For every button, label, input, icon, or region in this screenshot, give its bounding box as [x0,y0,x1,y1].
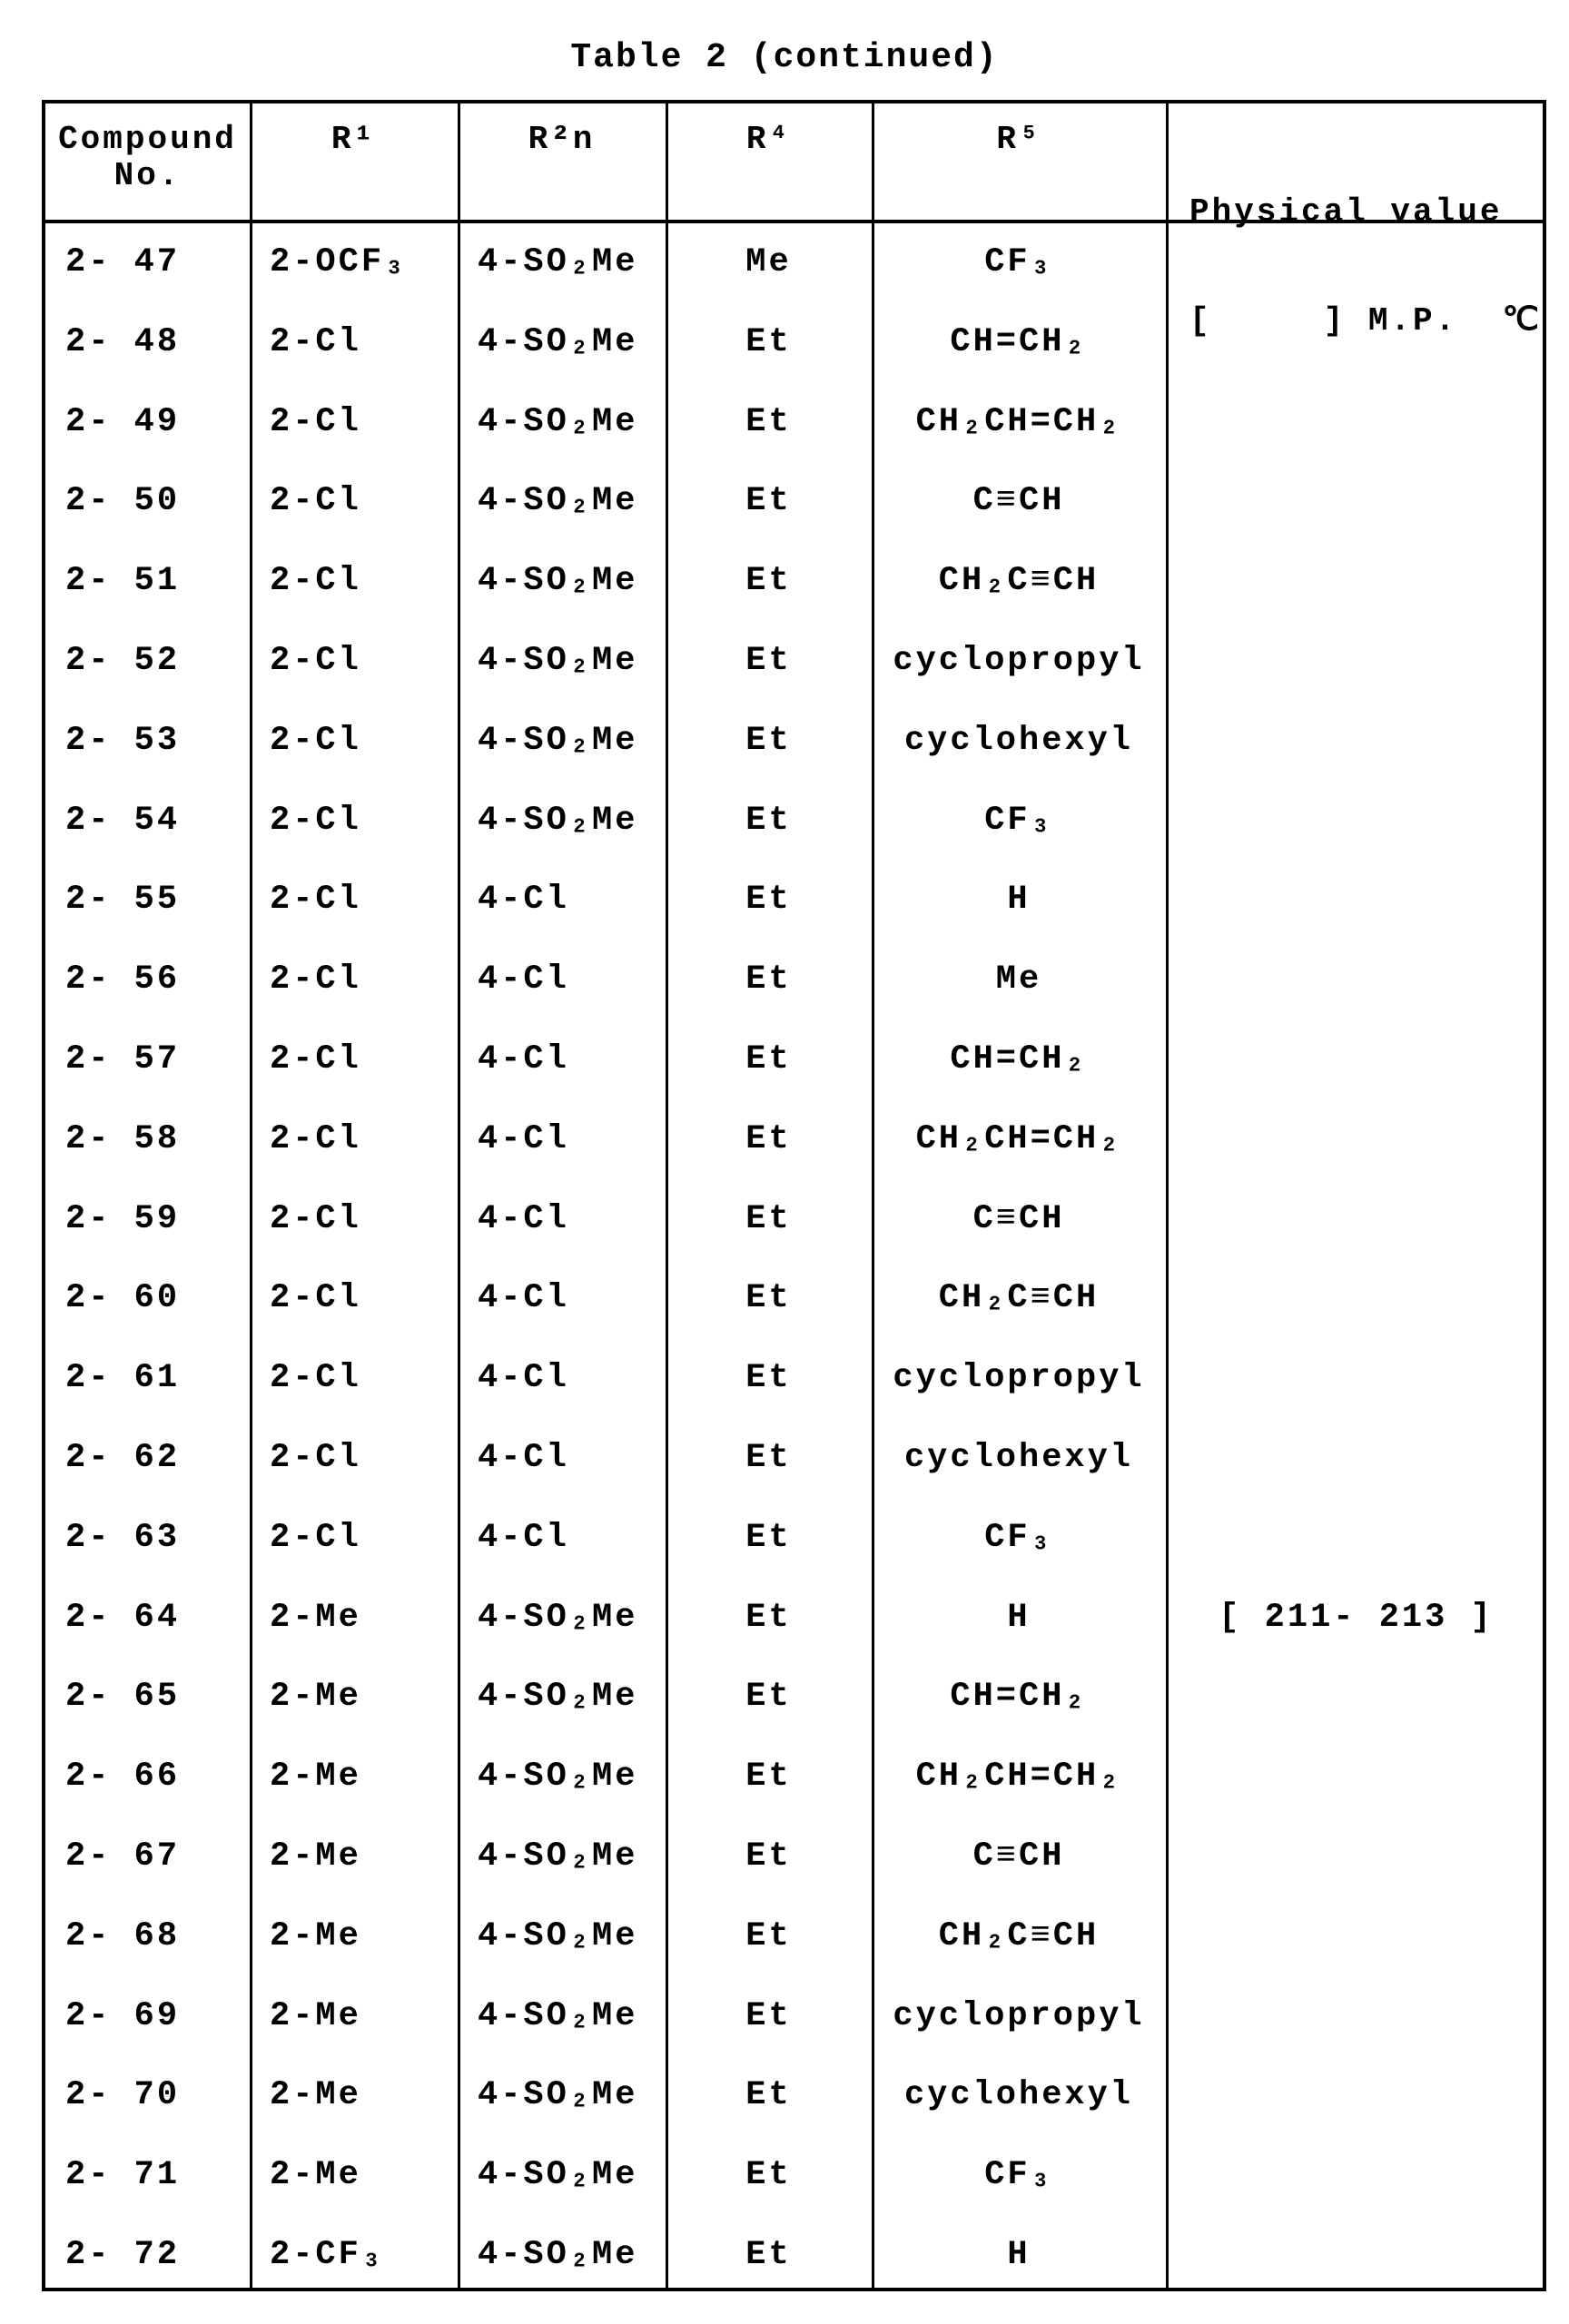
cell-physical-value [1166,2136,1546,2216]
cell-compound-no: 2- 60 [45,1259,250,1339]
cell-r4: Et [666,1259,872,1339]
cell-compound-no: 2- 66 [45,1738,250,1817]
cell-physical-value [1166,1339,1546,1419]
cell-physical-value [1166,1658,1546,1738]
cell-r2n: 4-Cl [458,1259,666,1339]
cell-compound-no: 2- 50 [45,462,250,542]
cell-compound-no: 2- 63 [45,1499,250,1579]
cell-r4: Et [666,1100,872,1180]
cell-physical-value [1166,1977,1546,2057]
cell-r4: Et [666,2216,872,2296]
cell-r2n: 4-SO₂Me [458,2056,666,2136]
cell-r1: 2-Cl [250,782,458,862]
cell-r1: 2-Cl [250,940,458,1020]
header-physical-line2: [ ] M.P. ℃ [1189,303,1546,340]
cell-physical-value [1166,303,1546,383]
cell-r2n: 4-SO₂Me [458,462,666,542]
cell-r4: Et [666,622,872,702]
cell-r4: Et [666,542,872,622]
cell-r4: Et [666,1419,872,1499]
cell-physical-value [1166,940,1546,1020]
cell-compound-no: 2- 55 [45,861,250,940]
table-row [45,1738,1543,1817]
cell-r5: H [872,1579,1166,1659]
cell-r5: CH₂CH=CH₂ [872,1738,1166,1817]
table-row [45,2216,1543,2296]
cell-r5: CH=CH₂ [872,1020,1166,1100]
cell-r4: Et [666,383,872,463]
cell-r4: Et [666,1020,872,1100]
cell-compound-no: 2- 53 [45,702,250,782]
cell-r5: cyclopropyl [872,622,1166,702]
table-row [45,1658,1543,1738]
cell-compound-no: 2- 65 [45,1658,250,1738]
cell-physical-value [1166,1817,1546,1897]
cell-compound-no: 2- 57 [45,1020,250,1100]
cell-r4: Et [666,303,872,383]
table-row [45,861,1543,940]
cell-compound-no: 2- 51 [45,542,250,622]
cell-r4: Et [666,940,872,1020]
cell-physical-value [1166,462,1546,542]
table-row [45,383,1543,463]
cell-physical-value [1166,1259,1546,1339]
header-compound-no [45,103,250,220]
table-row [45,782,1543,862]
cell-r5: cyclopropyl [872,1339,1166,1419]
cell-compound-no: 2- 48 [45,303,250,383]
cell-r2n: 4-Cl [458,1339,666,1419]
cell-r4: Et [666,702,872,782]
cell-r1: 2-Cl [250,303,458,383]
cell-r4: Me [666,223,872,303]
cell-r2n: 4-SO₂Me [458,2216,666,2296]
cell-r1: 2-OCF₃ [250,223,458,303]
cell-physical-value [1166,1738,1546,1817]
cell-r2n: 4-SO₂Me [458,542,666,622]
table-row [45,223,1543,303]
table-row [45,1499,1543,1579]
cell-r5: CH₂C≡CH [872,1259,1166,1339]
cell-physical-value [1166,1499,1546,1579]
cell-compound-no: 2- 62 [45,1419,250,1499]
cell-r2n: 4-SO₂Me [458,303,666,383]
cell-r1: 2-Cl [250,1020,458,1100]
table-row [45,622,1543,702]
cell-r4: Et [666,1658,872,1738]
cell-r2n: 4-SO₂Me [458,702,666,782]
cell-r1: 2-Cl [250,1339,458,1419]
cell-compound-no: 2- 69 [45,1977,250,2057]
cell-r2n: 4-SO₂Me [458,383,666,463]
cell-compound-no: 2- 47 [45,223,250,303]
cell-r2n: 4-Cl [458,1499,666,1579]
cell-compound-no: 2- 56 [45,940,250,1020]
cell-physical-value [1166,383,1546,463]
cell-compound-no: 2- 64 [45,1579,250,1659]
cell-r4: Et [666,1579,872,1659]
table-row [45,1817,1543,1897]
cell-r1: 2-Cl [250,542,458,622]
cell-r2n: 4-SO₂Me [458,782,666,862]
cell-compound-no: 2- 59 [45,1180,250,1260]
cell-r5: CF₃ [872,782,1166,862]
cell-r1: 2-Me [250,1977,458,2057]
cell-r1: 2-Cl [250,462,458,542]
cell-r5: CH₂CH=CH₂ [872,383,1166,463]
cell-r1: 2-Me [250,1658,458,1738]
cell-r1: 2-Cl [250,622,458,702]
cell-r1: 2-Me [250,1897,458,1977]
header-r2n: R²n [458,103,666,220]
cell-r5: cyclohexyl [872,702,1166,782]
table-row [45,1897,1543,1977]
cell-r5: cyclopropyl [872,1977,1166,2057]
cell-r5: CF₃ [872,2136,1166,2216]
cell-r2n: 4-SO₂Me [458,1897,666,1977]
cell-r5: C≡CH [872,1817,1166,1897]
cell-r5: CH₂C≡CH [872,542,1166,622]
cell-r2n: 4-Cl [458,861,666,940]
cell-r2n: 4-SO₂Me [458,2136,666,2216]
cell-r5: cyclohexyl [872,2056,1166,2136]
cell-r1: 2-Cl [250,1180,458,1260]
header-physical-line1: Physical value [1189,194,1546,231]
cell-r2n: 4-Cl [458,1419,666,1499]
cell-r4: Et [666,1817,872,1897]
cell-r5: C≡CH [872,462,1166,542]
table-row [45,2136,1543,2216]
table-row [45,940,1543,1020]
header-r5: R⁵ [872,103,1166,220]
cell-r2n: 4-Cl [458,1180,666,1260]
cell-r2n: 4-SO₂Me [458,1977,666,2057]
cell-r4: Et [666,1738,872,1817]
cell-r4: Et [666,1180,872,1260]
cell-r5: Me [872,940,1166,1020]
table-row [45,542,1543,622]
cell-r5: CH₂C≡CH [872,1897,1166,1977]
cell-r4: Et [666,861,872,940]
cell-r2n: 4-SO₂Me [458,223,666,303]
cell-compound-no: 2- 68 [45,1897,250,1977]
cell-physical-value [1166,223,1546,303]
table-row [45,1579,1543,1659]
cell-r4: Et [666,1977,872,2057]
cell-r5: H [872,2216,1166,2296]
cell-r4: Et [666,462,872,542]
cell-r1: 2-Cl [250,1100,458,1180]
cell-r2n: 4-SO₂Me [458,1658,666,1738]
cell-r1: 2-Me [250,1579,458,1659]
cell-physical-value [1166,1100,1546,1180]
cell-r2n: 4-Cl [458,1100,666,1180]
cell-compound-no: 2- 67 [45,1817,250,1897]
cell-r5: CH=CH₂ [872,1658,1166,1738]
header-compound-no-line2: No. [45,158,250,194]
cell-r5: cyclohexyl [872,1419,1166,1499]
cell-physical-value [1166,542,1546,622]
cell-r2n: 4-Cl [458,940,666,1020]
cell-r1: 2-Me [250,1817,458,1897]
cell-compound-no: 2- 71 [45,2136,250,2216]
cell-r5: C≡CH [872,1180,1166,1260]
cell-r2n: 4-Cl [458,1020,666,1100]
cell-r2n: 4-SO₂Me [458,622,666,702]
cell-compound-no: 2- 70 [45,2056,250,2136]
table-row [45,303,1543,383]
cell-compound-no: 2- 52 [45,622,250,702]
cell-compound-no: 2- 72 [45,2216,250,2296]
cell-physical-value [1166,1020,1546,1100]
cell-r5: H [872,861,1166,940]
cell-r1: 2-Cl [250,1419,458,1499]
table-row [45,2056,1543,2136]
cell-r4: Et [666,782,872,862]
cell-r5: CF₃ [872,223,1166,303]
cell-physical-value [1166,2056,1546,2136]
cell-physical-value [1166,622,1546,702]
header-r1: R¹ [250,103,458,220]
cell-r1: 2-Cl [250,1499,458,1579]
cell-physical-value [1166,702,1546,782]
cell-r1: 2-Me [250,2056,458,2136]
cell-compound-no: 2- 61 [45,1339,250,1419]
cell-r4: Et [666,2056,872,2136]
table-row [45,1180,1543,1260]
cell-r5: CH=CH₂ [872,303,1166,383]
cell-physical-value [1166,782,1546,862]
table-row [45,1339,1543,1419]
cell-compound-no: 2- 58 [45,1100,250,1180]
cell-physical-value [1166,1419,1546,1499]
cell-r4: Et [666,1897,872,1977]
cell-r5: CH₂CH=CH₂ [872,1100,1166,1180]
cell-compound-no: 2- 54 [45,782,250,862]
header-compound-no-line1: Compound [45,122,250,158]
table-row [45,462,1543,542]
cell-r4: Et [666,1339,872,1419]
cell-r1: 2-CF₃ [250,2216,458,2296]
cell-r2n: 4-SO₂Me [458,1817,666,1897]
cell-r1: 2-Me [250,2136,458,2216]
table-row [45,1977,1543,2057]
cell-r1: 2-Cl [250,861,458,940]
table-title: Table 2 (continued) [0,38,1569,77]
compound-table [42,100,1546,2291]
table-row [45,1419,1543,1499]
cell-r1: 2-Cl [250,1259,458,1339]
header-physical-value [1166,103,1546,220]
cell-r2n: 4-SO₂Me [458,1579,666,1659]
cell-physical-value [1166,1180,1546,1260]
cell-physical-value [1166,861,1546,940]
cell-r1: 2-Me [250,1738,458,1817]
header-r4: R⁴ [666,103,872,220]
cell-r4: Et [666,1499,872,1579]
cell-r1: 2-Cl [250,383,458,463]
cell-compound-no: 2- 49 [45,383,250,463]
table-row [45,1020,1543,1100]
cell-r1: 2-Cl [250,702,458,782]
cell-r4: Et [666,2136,872,2216]
cell-physical-value [1166,1897,1546,1977]
cell-physical-value [1166,2216,1546,2296]
cell-r5: CF₃ [872,1499,1166,1579]
table-row [45,702,1543,782]
cell-r2n: 4-SO₂Me [458,1738,666,1817]
table-row [45,1259,1543,1339]
table-row [45,1100,1543,1180]
cell-physical-value: [ 211- 213 ] [1166,1579,1546,1659]
